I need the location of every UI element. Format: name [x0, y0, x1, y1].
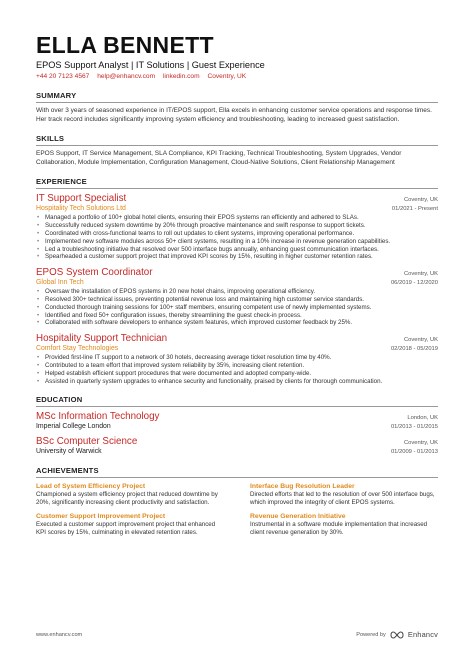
job-company: Hospitality Tech Solutions Ltd — [36, 205, 126, 213]
achievement-desc: Executed a customer support improvement project that enhanced KPI scores by 15%, culminating in elevated retention rates. — [36, 520, 216, 536]
achievement-item — [250, 512, 438, 537]
school-name: University of Warwick — [36, 448, 102, 456]
section-title: EXPERIENCE — [36, 177, 438, 189]
bullet-item: • Contributed to a team effort that improved system reliability by 35%, increasing client retention. — [36, 362, 438, 370]
bullet-item: • Oversaw the installation of EPOS systems in 20 new hotel chains, improving operational efficiency. — [36, 288, 438, 296]
education-entry — [36, 436, 438, 456]
job-bullets — [36, 214, 438, 261]
job-location: Coventry, UK — [403, 337, 438, 344]
candidate-name: ELLA BENNETT — [36, 32, 214, 58]
job-entry — [36, 267, 438, 327]
section-title: SKILLS — [36, 134, 438, 146]
bullet-item: • Spearheaded a customer support project that improved KPI scores by 15%, resulting in higher customer retention rates. — [36, 253, 438, 261]
achievement-desc: Championed a system efficiency project that reduced downtime by 20%, significantly increasing client productivity and satisfaction. — [36, 491, 218, 507]
job-bullets — [36, 354, 438, 385]
job-company: Global Inn Tech — [36, 279, 84, 287]
job-dates: 06/2019 - 12/2020 — [390, 280, 438, 287]
achievement-item — [36, 512, 224, 537]
achievement-title: Lead of System Efficiency Project — [36, 483, 146, 491]
degree-title: BSc Computer Science — [36, 436, 138, 448]
bullet-item: • Assisted in quarterly system upgrades to enhance security and functionality, praised by clients for thorough communication. — [36, 378, 438, 386]
job-role: Hospitality Support Technician — [36, 333, 168, 345]
website-link[interactable]: www.enhancv.com — [36, 631, 83, 638]
job-entry — [36, 193, 438, 261]
page-footer — [36, 630, 438, 639]
powered-by — [356, 630, 438, 639]
skills-section — [36, 134, 438, 167]
achievements-section — [36, 466, 438, 536]
powered-by-label: Powered by — [356, 631, 386, 638]
job-dates: 02/2018 - 05/2019 — [390, 346, 438, 353]
education-entry — [36, 411, 438, 431]
infinity-logo-icon — [390, 631, 404, 639]
job-company: Comfort Stay Technologies — [36, 345, 119, 353]
email-link[interactable]: help@enhancv.com — [97, 73, 156, 80]
bullet-item: • Conducted thorough training sessions for 100+ staff members, ensuring competent use of newly implemented systems. — [36, 304, 438, 312]
achievements-grid — [36, 482, 438, 536]
headline: EPOS Support Analyst | IT Solutions | Guest Experience — [36, 60, 265, 70]
bullet-item: • Coordinated with cross-functional teams to roll out updates to client systems, improving operational performance. — [36, 230, 438, 238]
achievement-item — [250, 482, 438, 507]
education-dates: 01/2013 - 01/2015 — [390, 424, 438, 431]
degree-title: MSc Information Technology — [36, 411, 160, 423]
linkedin-link[interactable]: linkedin.com — [162, 73, 200, 80]
summary-text: With over 3 years of seasoned experience in IT/EPOS support, Ella excels in enhancing customer service operations and response times. Her track record includes significantly improving system efficiency and troubleshooting, leading to increased guest satisfaction. — [36, 107, 432, 123]
section-title: ACHIEVEMENTS — [36, 466, 438, 478]
job-dates: 01/2021 - Present — [391, 206, 438, 213]
bullet-item: • Resolved 300+ technical issues, preventing potential revenue loss and maintaining high customer service standards. — [36, 296, 438, 304]
job-bullets — [36, 288, 438, 327]
contact-line — [36, 72, 438, 81]
education-section — [36, 395, 438, 456]
bullet-item: • Helped establish efficient support procedures that were documented and adopted company-wide. — [36, 370, 438, 378]
achievement-desc: Directed efforts that led to the resolution of over 500 interface bugs, which improved the integrity of client EPOS systems. — [250, 491, 435, 507]
location-text: Coventry, UK — [207, 73, 247, 80]
bullet-item: • Implemented new software modules across 50+ client systems, resulting in a 10% increase in revenue generation capabilities. — [36, 238, 438, 246]
job-location: Coventry, UK — [403, 197, 438, 204]
job-role: IT Support Specialist — [36, 193, 127, 205]
education-dates: 01/2009 - 01/2013 — [390, 449, 438, 456]
bullet-item: • Identified and fixed 50+ configuration issues, thereby streamlining the guest check-in process. — [36, 312, 438, 320]
brand-name: Enhancv — [407, 630, 438, 639]
bullet-item: • Provided first-line IT support to a network of 30 hotels, decreasing average ticket resolution time by 40%. — [36, 354, 438, 362]
job-entry — [36, 333, 438, 385]
experience-section — [36, 177, 438, 385]
bullet-item: • Collaborated with software developers to enhance system features, which improved customer feedback by 25%. — [36, 319, 438, 327]
achievement-title: Interface Bug Resolution Leader — [250, 483, 355, 491]
achievement-desc: Instrumental in a software module implementation that increased client revenue generation by 30%. — [250, 520, 428, 536]
achievement-title: Revenue Generation Initiative — [250, 512, 346, 520]
skills-text: EPOS Support, IT Service Management, SLA Compliance, KPI Tracking, Technical Troubleshooting, System Upgrades, Vendor Collaboration, Module Implementation, Configuration Management, Cloud-Native Solutions, Client Relationship Management — [36, 150, 402, 166]
job-location: Coventry, UK — [403, 271, 438, 278]
phone-link[interactable]: +44 20 7123 4567 — [36, 73, 90, 80]
resume-page — [36, 33, 438, 537]
section-title: EDUCATION — [36, 395, 438, 407]
job-role: EPOS System Coordinator — [36, 267, 153, 279]
education-location: Coventry, UK — [403, 440, 438, 447]
bullet-item: • Led a troubleshooting initiative that resolved over 500 interface bugs annually, enhancing guest communication interfaces. — [36, 246, 438, 254]
achievement-item — [36, 482, 224, 507]
bullet-item: • Successfully reduced system downtime by 20% through proactive maintenance and swift response to support tickets. — [36, 222, 438, 230]
achievement-title: Customer Support Improvement Project — [36, 512, 166, 520]
bullet-item: • Managed a portfolio of 100+ global hotel clients, ensuring their EPOS systems ran efficiently and adhered to SLAs. — [36, 214, 438, 222]
summary-section — [36, 91, 438, 124]
school-name: Imperial College London — [36, 423, 111, 431]
section-title: SUMMARY — [36, 91, 438, 103]
education-location: London, UK — [407, 415, 438, 422]
